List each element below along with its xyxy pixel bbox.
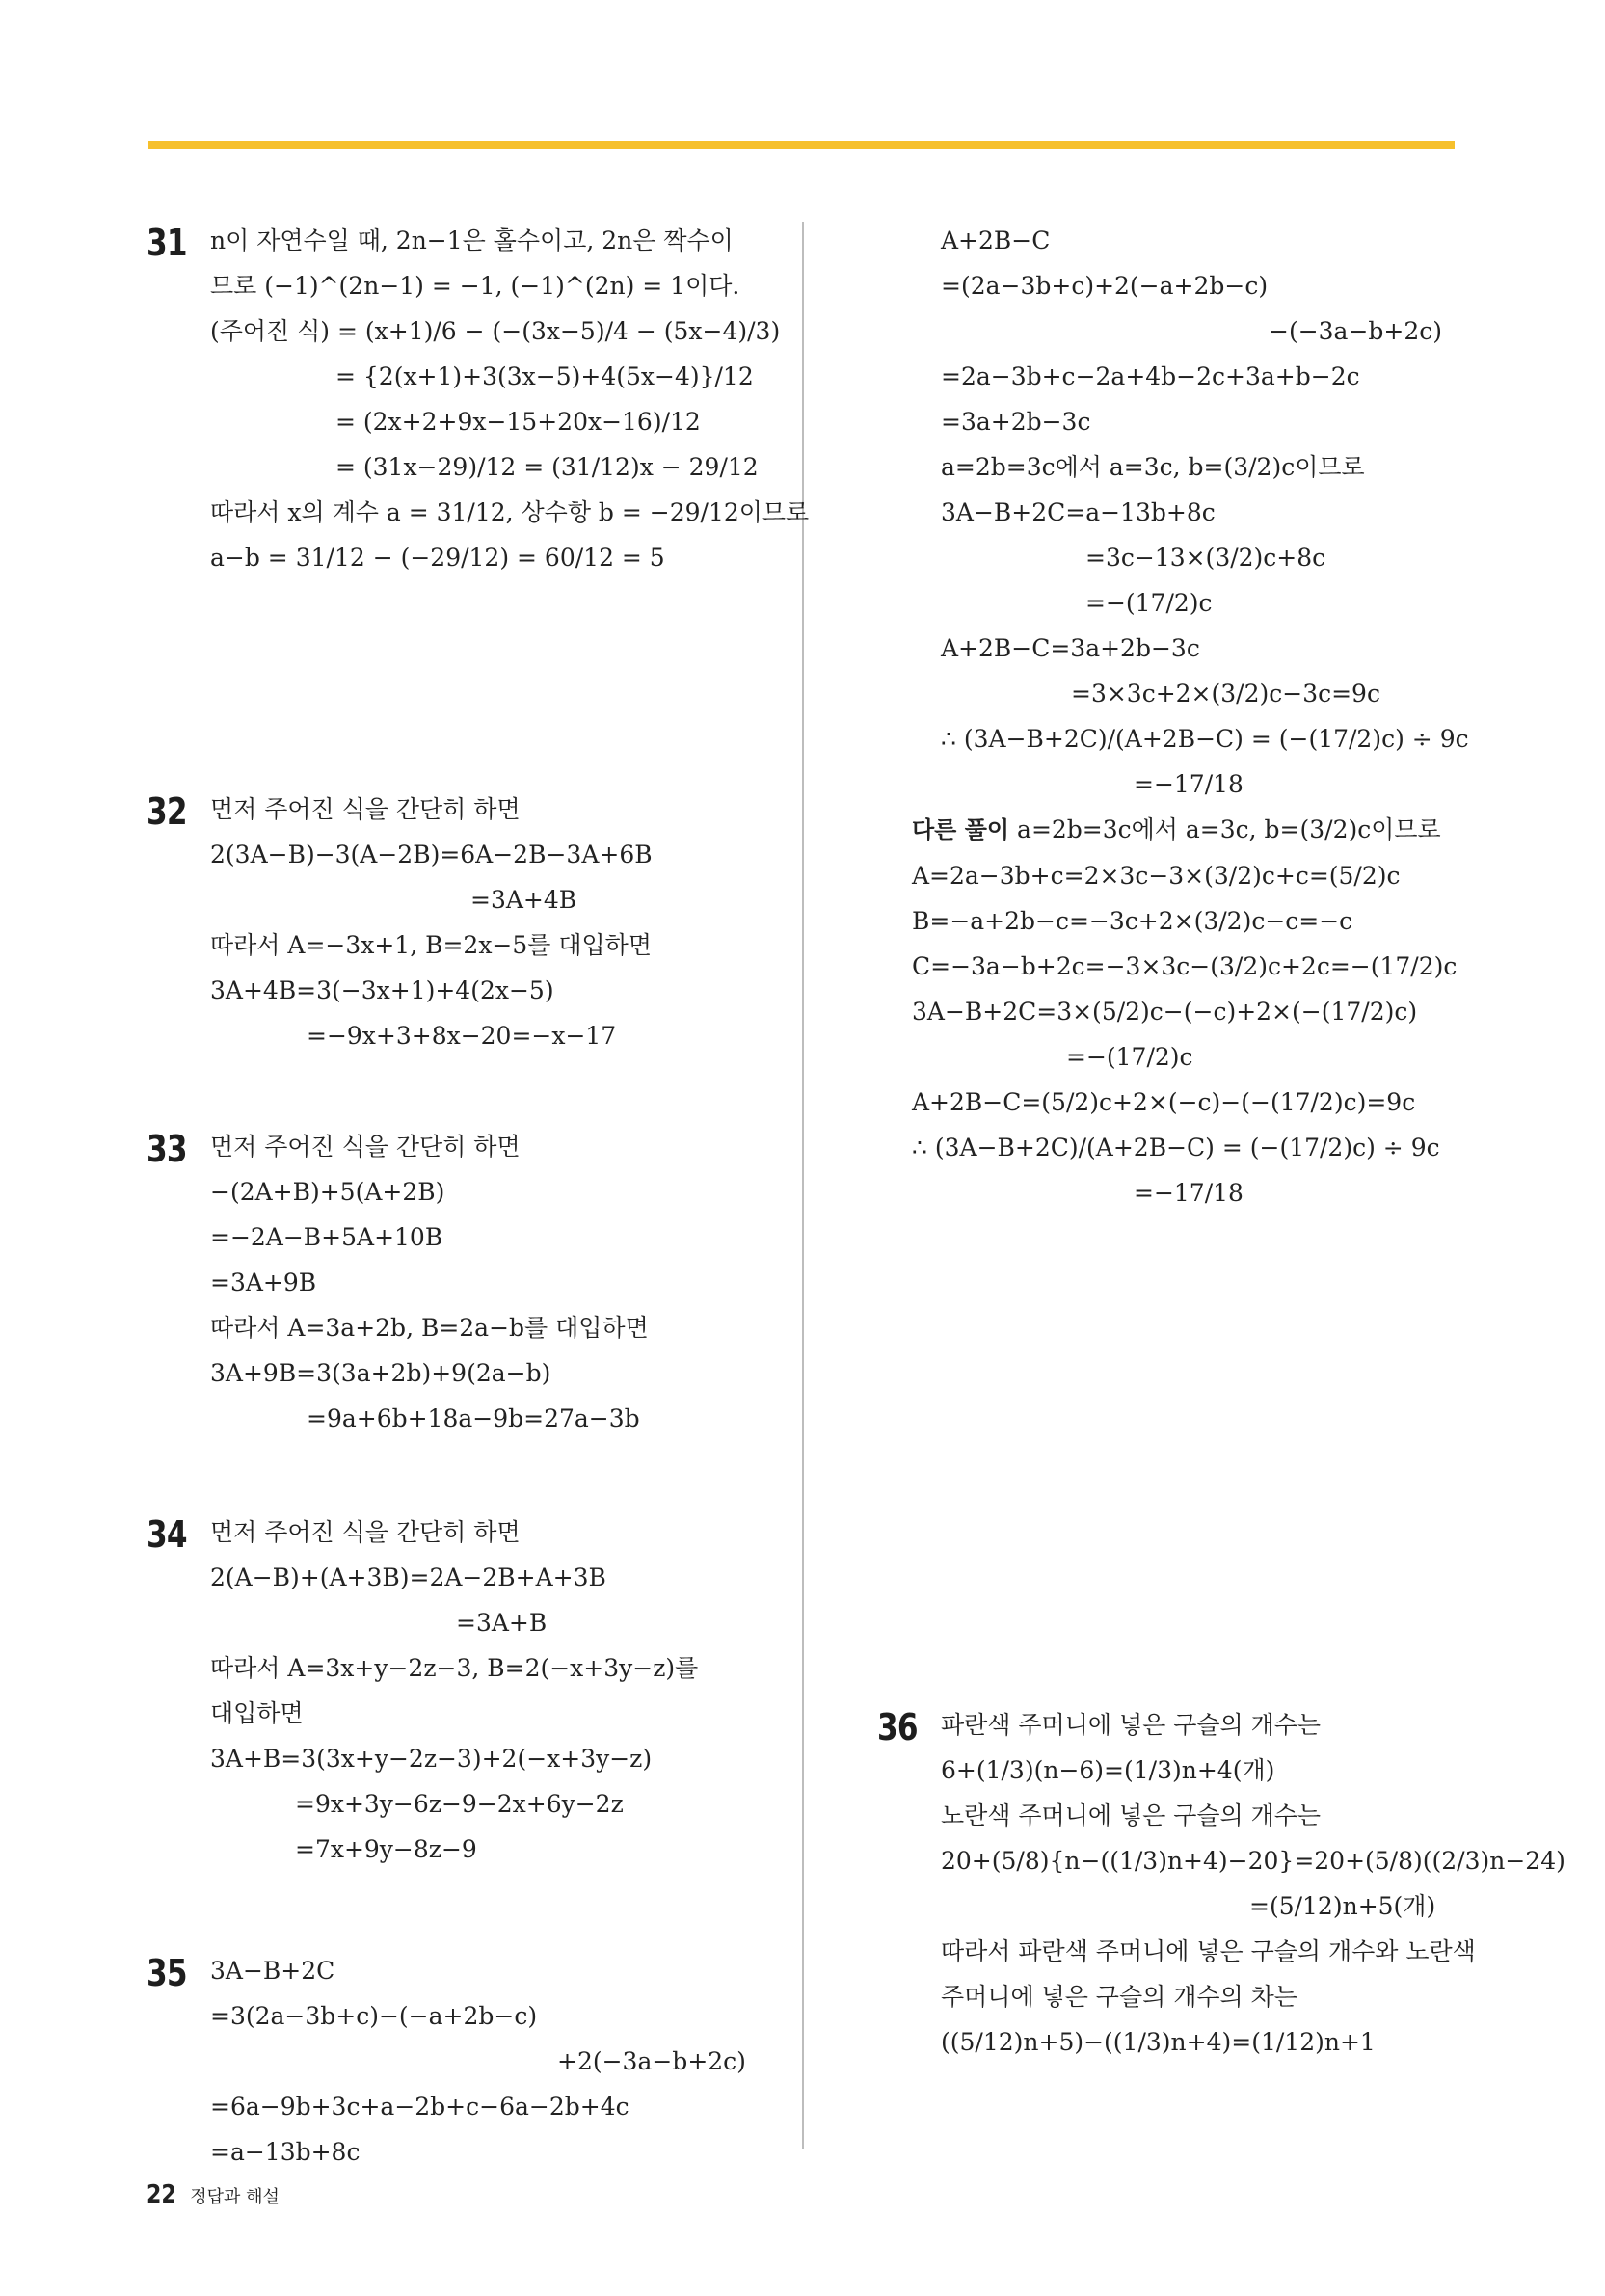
solution-line: A+2B−C=(5/2)c+2×(−c)−(−(17/2)c)=9c bbox=[912, 1088, 1416, 1116]
alternative-solution-label: 다른 풀이 bbox=[912, 816, 1010, 843]
problem-number: 33 bbox=[147, 1128, 187, 1170]
problem-continued bbox=[877, 218, 1469, 1215]
solution-line: 먼저 주어진 식을 간단히 하면 bbox=[210, 795, 521, 823]
problem-number: 35 bbox=[147, 1952, 187, 1994]
solution-body bbox=[912, 218, 1469, 1215]
solution-line: 므로 (−1)^(2n−1) = −1, (−1)^(2n) = 1이다. bbox=[210, 272, 740, 300]
solution-line: =−17/18 bbox=[1134, 1179, 1244, 1207]
problem-31 bbox=[147, 218, 809, 580]
solution-line: =3(2a−3b+c)−(−a+2b−c) bbox=[210, 2002, 538, 2030]
problem-34 bbox=[147, 1509, 698, 1872]
problem-33 bbox=[147, 1124, 649, 1441]
problem-35 bbox=[147, 1948, 746, 2175]
solution-line: =3a+2b−3c bbox=[941, 408, 1091, 436]
solution-line: 노란색 주머니에 넣은 구슬의 개수는 bbox=[941, 1802, 1322, 1829]
solution-line: B=−a+2b−c=−3c+2×(3/2)c−c=−c bbox=[912, 907, 1353, 935]
page-number: 22 bbox=[147, 2180, 176, 2209]
solution-line: 따라서 x의 계수 a = 31/12, 상수항 b = −29/12이므로 bbox=[210, 498, 810, 526]
solution-line: 2(A−B)+(A+3B)=2A−2B+A+3B bbox=[210, 1563, 606, 1591]
solution-body bbox=[210, 1124, 649, 1441]
solution-line: 3A−B+2C=a−13b+8c bbox=[941, 498, 1216, 526]
solution-line: ((5/12)n+5)−((1/3)n+4)=(1/12)n+1 bbox=[941, 2028, 1376, 2056]
solution-body bbox=[210, 787, 653, 1058]
solution-line: (주어진 식) = (x+1)/6 − (−(3x−5)/4 − (5x−4)/3) bbox=[210, 317, 781, 345]
solution-line: 따라서 A=3a+2b, B=2a−b를 대입하면 bbox=[210, 1314, 649, 1342]
solution-line: a−b = 31/12 − (−29/12) = 60/12 = 5 bbox=[210, 544, 665, 572]
solution-line: 3A+9B=3(3a+2b)+9(2a−b) bbox=[210, 1359, 551, 1387]
solution-line: =2a−3b+c−2a+4b−2c+3a+b−2c bbox=[941, 362, 1360, 390]
solution-line: A+2B−C=3a+2b−3c bbox=[941, 634, 1200, 662]
solution-line: ∴ (3A−B+2C)/(A+2B−C) = (−(17/2)c) ÷ 9c bbox=[941, 725, 1469, 753]
solution-line: =3c−13×(3/2)c+8c bbox=[1085, 544, 1326, 572]
solution-line: =−(17/2)c bbox=[1085, 589, 1213, 617]
solution-line: = (2x+2+9x−15+20x−16)/12 bbox=[335, 408, 701, 436]
solution-line: =3A+9B bbox=[210, 1268, 317, 1296]
solution-line: −(2A+B)+5(A+2B) bbox=[210, 1178, 445, 1206]
solution-line: 6+(1/3)(n−6)=(1/3)n+4(개) bbox=[941, 1756, 1275, 1784]
solution-line: =(2a−3b+c)+2(−a+2b−c) bbox=[941, 272, 1269, 300]
solution-line: +2(−3a−b+2c) bbox=[557, 2047, 746, 2075]
problem-number: 31 bbox=[147, 222, 187, 264]
solution-line: = {2(x+1)+3(3x−5)+4(5x−4)}/12 bbox=[335, 362, 754, 390]
solution-line: 3A−B+2C=3×(5/2)c−(−c)+2×(−(17/2)c) bbox=[912, 998, 1418, 1026]
solution-line: 20+(5/8){n−((1/3)n+4)−20}=20+(5/8)((2/3)n−24) bbox=[941, 1847, 1565, 1875]
solution-line: A=2a−3b+c=2×3c−3×(3/2)c+c=(5/2)c bbox=[912, 862, 1401, 890]
solution-line: = (31x−29)/12 = (31/12)x − 29/12 bbox=[335, 453, 759, 481]
footer-label: 정답과 해설 bbox=[190, 2187, 280, 2207]
solution-line: 다른 풀이 a=2b=3c에서 a=3c, b=(3/2)c이므로 bbox=[912, 815, 1441, 843]
solution-body bbox=[210, 1509, 698, 1872]
solution-line: 따라서 A=3x+y−2z−3, B=2(−x+3y−z)를 bbox=[210, 1654, 699, 1682]
problem-number: 32 bbox=[147, 790, 187, 833]
solution-line: 3A+4B=3(−3x+1)+4(2x−5) bbox=[210, 976, 554, 1004]
solution-line: =a−13b+8c bbox=[210, 2138, 361, 2166]
solution-body bbox=[210, 1948, 746, 2175]
solution-line: =3A+4B bbox=[470, 886, 577, 914]
page-footer bbox=[147, 2180, 280, 2209]
solution-line: 따라서 A=−3x+1, B=2x−5를 대입하면 bbox=[210, 931, 652, 959]
problem-32 bbox=[147, 787, 653, 1058]
solution-line: −(−3a−b+2c) bbox=[1269, 317, 1443, 345]
solution-line: 3A−B+2C bbox=[210, 1957, 335, 1985]
solution-line: 3A+B=3(3x+y−2z−3)+2(−x+3y−z) bbox=[210, 1745, 653, 1773]
solution-line: n이 자연수일 때, 2n−1은 홀수이고, 2n은 짝수이 bbox=[210, 227, 734, 254]
problem-36 bbox=[877, 1702, 1565, 2065]
solution-line: =−9x+3+8x−20=−x−17 bbox=[307, 1022, 617, 1050]
solution-line: 따라서 파란색 주머니에 넣은 구슬의 개수와 노란색 bbox=[941, 1937, 1476, 1965]
solution-line: =−(17/2)c bbox=[1066, 1043, 1193, 1071]
problem-number: 36 bbox=[877, 1706, 918, 1749]
problem-number: 34 bbox=[147, 1513, 187, 1556]
solution-line: A+2B−C bbox=[941, 227, 1051, 254]
header-accent-bar bbox=[148, 141, 1455, 149]
solution-line: =3A+B bbox=[456, 1609, 548, 1637]
solution-line: =(5/12)n+5(개) bbox=[1249, 1892, 1436, 1920]
solution-line: =3×3c+2×(3/2)c−3c=9c bbox=[1071, 680, 1380, 707]
solution-line: a=2b=3c에서 a=3c, b=(3/2)c이므로 bbox=[941, 453, 1365, 481]
solution-line: 주머니에 넣은 구슬의 개수의 차는 bbox=[941, 1983, 1297, 2011]
solution-line: =−17/18 bbox=[1134, 770, 1244, 798]
solution-line: ∴ (3A−B+2C)/(A+2B−C) = (−(17/2)c) ÷ 9c bbox=[912, 1134, 1440, 1161]
solution-line: =−2A−B+5A+10B bbox=[210, 1223, 443, 1251]
solution-line: 먼저 주어진 식을 간단히 하면 bbox=[210, 1133, 521, 1161]
solution-line: =9a+6b+18a−9b=27a−3b bbox=[307, 1404, 640, 1432]
solution-line: 2(3A−B)−3(A−2B)=6A−2B−3A+6B bbox=[210, 841, 653, 868]
solution-line: 대입하면 bbox=[210, 1699, 304, 1727]
solution-line: C=−3a−b+2c=−3×3c−(3/2)c+2c=−(17/2)c bbox=[912, 952, 1458, 980]
solution-line: 먼저 주어진 식을 간단히 하면 bbox=[210, 1518, 521, 1546]
solution-line: =6a−9b+3c+a−2b+c−6a−2b+4c bbox=[210, 2093, 629, 2121]
solution-body bbox=[210, 218, 809, 580]
solution-line: 파란색 주머니에 넣은 구슬의 개수는 bbox=[941, 1711, 1322, 1739]
solution-line: =9x+3y−6z−9−2x+6y−2z bbox=[295, 1790, 624, 1818]
solution-line: =7x+9y−8z−9 bbox=[295, 1835, 477, 1863]
solution-body bbox=[941, 1702, 1565, 2065]
